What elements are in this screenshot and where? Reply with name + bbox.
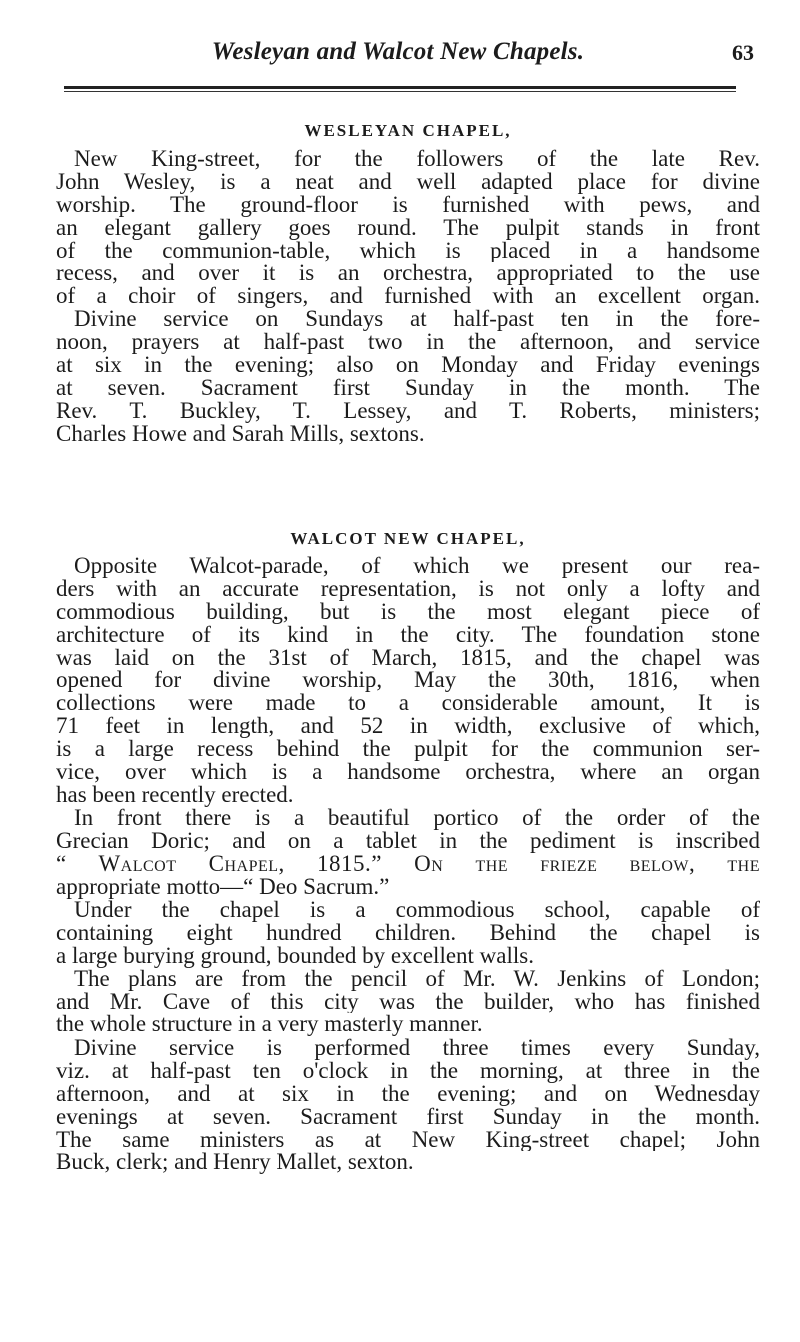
text-line: the whole structure in a very masterly manner. [56, 1013, 483, 1037]
text-line: of the communion-table, which is placed in a handsome [56, 239, 760, 263]
text-line: In front there is a beautiful portico of the order of the [74, 807, 760, 830]
text-line: 71 feet in length, and 52 in width, exclusive of which, [56, 715, 760, 739]
header-rule [64, 86, 736, 89]
text-line: vice, over which is a handsome orchestra, where an organ [56, 761, 760, 784]
text-line: opened for divine worship, May the 30th, 1816, when [56, 669, 760, 693]
text-line: evenings at seven. Sacrament first Sunday in the month. [56, 1105, 760, 1129]
page-number: 63 [732, 40, 754, 65]
text-line: Divine service is performed three times every Sunday, [74, 1037, 760, 1060]
text-line: is a large recess behind the pulpit for the communion ser- [56, 738, 760, 762]
text-line: a large burying ground, bounded by excellent walls. [56, 944, 534, 968]
text-line: The same ministers as at New King-street chapel; John [56, 1128, 760, 1152]
text-line: noon, prayers at half-past two in the afternoon, and service [56, 331, 760, 355]
text-line: has been recently erected. [56, 783, 294, 807]
text-line: an elegant gallery goes round. The pulpit stands in front [56, 216, 760, 240]
section-title-wesleyan: WESLEYAN CHAPEL, [304, 121, 512, 140]
text-line: at seven. Sacrament first Sunday in the month. The [56, 376, 760, 400]
text-line: ders with an accurate representation, is not only a lofty and [56, 577, 760, 601]
text-line: recess, and over it is an orchestra, appropriated to the use [56, 262, 760, 286]
text-line: Rev. T. Buckley, T. Lessey, and T. Roberts, ministers; [56, 399, 760, 423]
text-line: New King-street, for the followers of the late Rev. [74, 148, 760, 171]
section-title-walcot: WALCOT NEW CHAPEL, [290, 529, 526, 548]
text-line: Grecian Doric; and on a tablet in the pediment is inscribed [56, 829, 760, 853]
text-line: architecture of its kind in the city. The foundation stone [56, 623, 760, 647]
text-line: afternoon, and at six in the evening; and on Wednesday [56, 1082, 760, 1106]
text-line: at six in the evening; also on Monday and Friday evenings [56, 354, 760, 377]
paragraph-walcot-2 [56, 807, 760, 899]
text-line: Charles Howe and Sarah Mills, sextons. [56, 422, 425, 446]
text-line: and Mr. Cave of this city was the builder, who has finished [56, 990, 760, 1014]
text-line: Buck, clerk; and Henry Mallet, sexton. [56, 1151, 414, 1175]
text-line: collections were made to a considerable amount, It is [56, 692, 760, 716]
header-rule-thin [64, 91, 736, 92]
running-head [56, 36, 760, 70]
text-line: worship. The ground-floor is furnished with pews, and [56, 193, 760, 217]
text-line: appropriate motto—“ Deo Sacrum.” [56, 875, 390, 899]
paragraph-walcot-3 [56, 899, 760, 1036]
text-line: The plans are from the pencil of Mr. W. Jenkins of London; [74, 967, 760, 991]
text-line: Divine service on Sundays at half-past ten in the fore- [74, 308, 760, 332]
text-line: Under the chapel is a commodious school, capable of [74, 899, 760, 922]
running-title: Wesleyan and Walcot New Chapels. [211, 38, 585, 65]
text-line: John Wesley, is a neat and well adapted place for divine [56, 170, 760, 194]
text-line: commodious building, but is the most elegant piece of [56, 600, 760, 624]
text-line: containing eight hundred children. Behind the chapel is [56, 921, 760, 945]
paragraph-walcot-4 [56, 1037, 760, 1174]
text-line: Opposite Walcot-parade, of which we present our rea- [74, 555, 760, 578]
book-page [56, 0, 760, 1342]
text-line: of a choir of singers, and furnished with an excellent organ. [56, 285, 760, 309]
paragraph-wesleyan [56, 148, 760, 446]
text-line: “ Walcot Chapel, 1815.” On the frieze below, the [56, 852, 760, 876]
text-line: viz. at half-past ten o'clock in the morning, at three in the [56, 1059, 760, 1083]
text-line: was laid on the 31st of March, 1815, and the chapel was [56, 646, 760, 670]
paragraph-walcot-1 [56, 555, 760, 807]
